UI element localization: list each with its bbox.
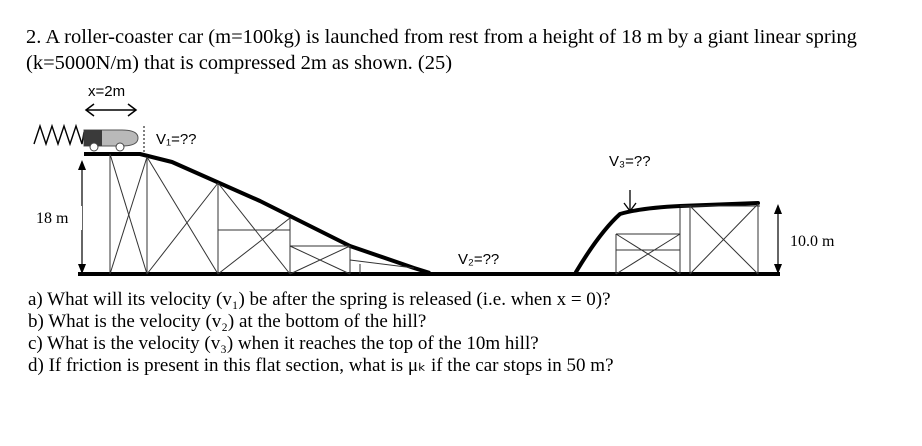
x-label: x=2m: [88, 83, 126, 100]
left-support-structure: [110, 154, 414, 274]
left-track: [84, 154, 430, 273]
v3-pointer-arrow: [624, 190, 636, 211]
compression-arrow: [86, 104, 136, 116]
height-left-label: 18 m: [36, 210, 69, 227]
spring: [34, 126, 84, 144]
v1-label: V₁=??: [156, 131, 197, 148]
question-d: d) If friction is present in this flat section, what is μₖ if the car stops in 50 m?: [28, 355, 614, 376]
v3-label: V₃=??: [609, 153, 651, 170]
roller-coaster-car: [84, 130, 138, 151]
question-b: b) What is the velocity (v₂) at the bottom of the hill?: [28, 311, 427, 332]
question-c: c) What is the velocity (v₃) when it reaches the top of the 10m hill?: [28, 333, 539, 354]
right-height-dimension: [774, 204, 782, 274]
question-list: [28, 289, 898, 377]
height-right-label: 10.0 m: [790, 233, 835, 250]
right-support-structure: [616, 204, 760, 274]
question-a: a) What will its velocity (v₁) be after the spring is released (i.e. when x = 0)?: [28, 289, 611, 310]
v2-label: V₂=??: [458, 251, 500, 268]
right-track: [576, 203, 758, 272]
problem-statement: 2. A roller-coaster car (m=100kg) is launched from rest from a height of 18 m by a giant linear spring (k=5000N/m) that is compressed 2m as shown. (25): [26, 26, 857, 74]
